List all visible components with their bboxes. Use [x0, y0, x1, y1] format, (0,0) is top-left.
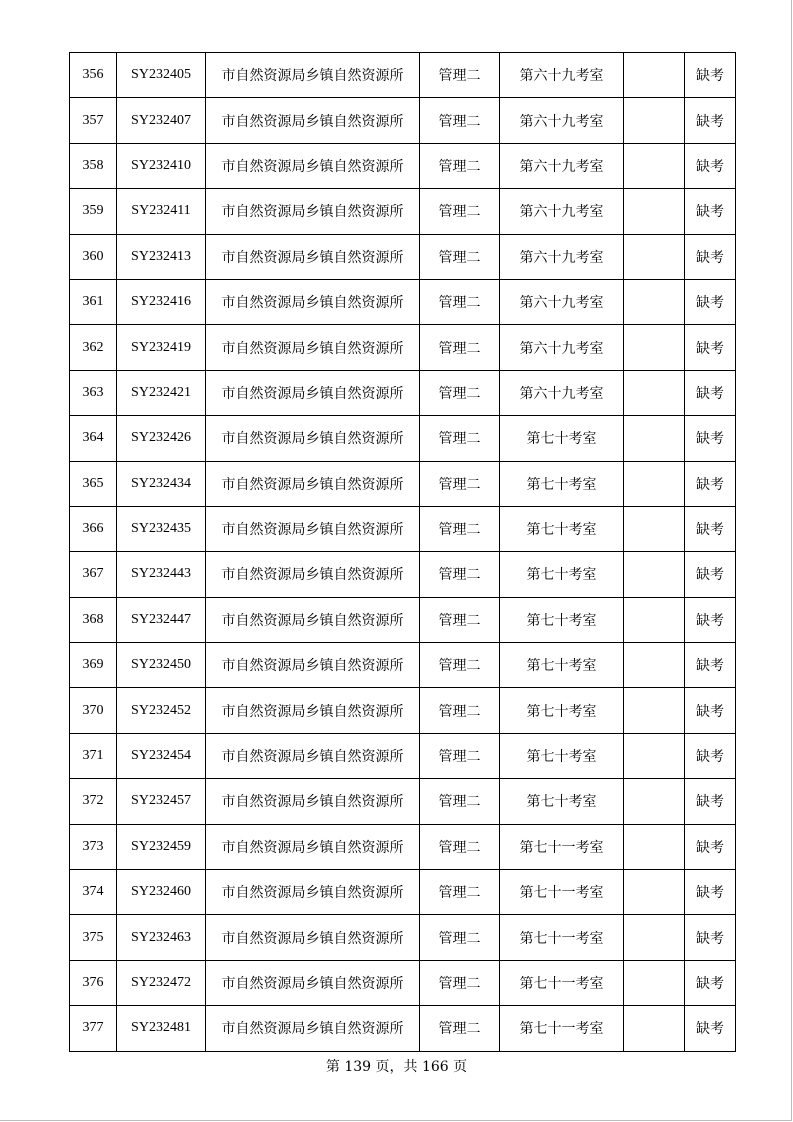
cell-score — [624, 143, 685, 188]
cell-exam-room: 第七十一考室 — [500, 960, 624, 1005]
cell-remark: 缺考 — [685, 915, 736, 960]
cell-exam-room: 第七十考室 — [500, 416, 624, 461]
cell-number: 374 — [70, 870, 117, 915]
cell-score — [624, 98, 685, 143]
cell-candidate-id: SY232452 — [117, 688, 206, 733]
cell-score — [624, 552, 685, 597]
cell-number: 361 — [70, 279, 117, 324]
cell-position: 管理二 — [420, 461, 500, 506]
table-row — [70, 643, 736, 688]
cell-exam-room: 第七十考室 — [500, 506, 624, 551]
page-footer: 第 139 页，共 166 页 — [325, 1059, 468, 1075]
cell-remark: 缺考 — [685, 870, 736, 915]
table-row — [70, 279, 736, 324]
table-row — [70, 461, 736, 506]
table-row — [70, 189, 736, 234]
results-table — [69, 52, 736, 1052]
cell-candidate-id: SY232434 — [117, 461, 206, 506]
cell-exam-room: 第六十九考室 — [500, 53, 624, 98]
cell-unit: 市自然资源局乡镇自然资源所 — [206, 779, 420, 824]
cell-exam-room: 第六十九考室 — [500, 98, 624, 143]
cell-unit: 市自然资源局乡镇自然资源所 — [206, 552, 420, 597]
cell-number: 364 — [70, 416, 117, 461]
table-row — [70, 1006, 736, 1051]
cell-number: 369 — [70, 643, 117, 688]
cell-exam-room: 第七十一考室 — [500, 824, 624, 869]
cell-remark: 缺考 — [685, 53, 736, 98]
cell-candidate-id: SY232411 — [117, 189, 206, 234]
cell-unit: 市自然资源局乡镇自然资源所 — [206, 98, 420, 143]
cell-remark: 缺考 — [685, 98, 736, 143]
cell-position: 管理二 — [420, 370, 500, 415]
cell-number: 356 — [70, 53, 117, 98]
cell-number: 372 — [70, 779, 117, 824]
cell-exam-room: 第七十考室 — [500, 688, 624, 733]
cell-number: 371 — [70, 733, 117, 778]
cell-score — [624, 824, 685, 869]
cell-exam-room: 第七十考室 — [500, 552, 624, 597]
table-row — [70, 416, 736, 461]
cell-candidate-id: SY232405 — [117, 53, 206, 98]
cell-unit: 市自然资源局乡镇自然资源所 — [206, 189, 420, 234]
table-row — [70, 733, 736, 778]
cell-candidate-id: SY232443 — [117, 552, 206, 597]
cell-score — [624, 597, 685, 642]
cell-candidate-id: SY232457 — [117, 779, 206, 824]
cell-exam-room: 第六十九考室 — [500, 234, 624, 279]
table-row — [70, 960, 736, 1005]
cell-position: 管理二 — [420, 960, 500, 1005]
cell-score — [624, 370, 685, 415]
cell-position: 管理二 — [420, 325, 500, 370]
cell-unit: 市自然资源局乡镇自然资源所 — [206, 279, 420, 324]
cell-exam-room: 第七十考室 — [500, 597, 624, 642]
cell-unit: 市自然资源局乡镇自然资源所 — [206, 370, 420, 415]
cell-unit: 市自然资源局乡镇自然资源所 — [206, 234, 420, 279]
cell-candidate-id: SY232407 — [117, 98, 206, 143]
cell-number: 368 — [70, 597, 117, 642]
cell-exam-room: 第七十考室 — [500, 643, 624, 688]
cell-candidate-id: SY232410 — [117, 143, 206, 188]
cell-candidate-id: SY232426 — [117, 416, 206, 461]
cell-remark: 缺考 — [685, 461, 736, 506]
cell-position: 管理二 — [420, 416, 500, 461]
cell-candidate-id: SY232413 — [117, 234, 206, 279]
cell-exam-room: 第七十考室 — [500, 733, 624, 778]
cell-position: 管理二 — [420, 189, 500, 234]
cell-remark: 缺考 — [685, 279, 736, 324]
cell-unit: 市自然资源局乡镇自然资源所 — [206, 53, 420, 98]
cell-unit: 市自然资源局乡镇自然资源所 — [206, 143, 420, 188]
cell-number: 377 — [70, 1006, 117, 1051]
cell-number: 373 — [70, 824, 117, 869]
cell-score — [624, 643, 685, 688]
cell-score — [624, 189, 685, 234]
table-row — [70, 870, 736, 915]
cell-remark: 缺考 — [685, 779, 736, 824]
cell-score — [624, 960, 685, 1005]
cell-number: 375 — [70, 915, 117, 960]
cell-remark: 缺考 — [685, 960, 736, 1005]
cell-remark: 缺考 — [685, 688, 736, 733]
cell-position: 管理二 — [420, 915, 500, 960]
cell-number: 376 — [70, 960, 117, 1005]
cell-number: 358 — [70, 143, 117, 188]
table-row — [70, 143, 736, 188]
cell-unit: 市自然资源局乡镇自然资源所 — [206, 325, 420, 370]
cell-exam-room: 第六十九考室 — [500, 143, 624, 188]
cell-score — [624, 325, 685, 370]
cell-unit: 市自然资源局乡镇自然资源所 — [206, 1006, 420, 1051]
cell-score — [624, 1006, 685, 1051]
cell-score — [624, 279, 685, 324]
cell-remark: 缺考 — [685, 143, 736, 188]
cell-exam-room: 第七十一考室 — [500, 915, 624, 960]
cell-candidate-id: SY232447 — [117, 597, 206, 642]
cell-candidate-id: SY232421 — [117, 370, 206, 415]
cell-exam-room: 第六十九考室 — [500, 189, 624, 234]
cell-unit: 市自然资源局乡镇自然资源所 — [206, 915, 420, 960]
table-row — [70, 506, 736, 551]
cell-position: 管理二 — [420, 643, 500, 688]
cell-position: 管理二 — [420, 824, 500, 869]
cell-exam-room: 第七十考室 — [500, 779, 624, 824]
cell-remark: 缺考 — [685, 325, 736, 370]
cell-unit: 市自然资源局乡镇自然资源所 — [206, 416, 420, 461]
cell-candidate-id: SY232435 — [117, 506, 206, 551]
cell-remark: 缺考 — [685, 552, 736, 597]
cell-remark: 缺考 — [685, 1006, 736, 1051]
table-row — [70, 688, 736, 733]
cell-remark: 缺考 — [685, 506, 736, 551]
cell-candidate-id: SY232463 — [117, 915, 206, 960]
cell-number: 366 — [70, 506, 117, 551]
cell-unit: 市自然资源局乡镇自然资源所 — [206, 870, 420, 915]
cell-score — [624, 506, 685, 551]
cell-remark: 缺考 — [685, 234, 736, 279]
cell-candidate-id: SY232416 — [117, 279, 206, 324]
cell-exam-room: 第七十一考室 — [500, 870, 624, 915]
cell-unit: 市自然资源局乡镇自然资源所 — [206, 506, 420, 551]
cell-number: 370 — [70, 688, 117, 733]
cell-number: 362 — [70, 325, 117, 370]
cell-remark: 缺考 — [685, 189, 736, 234]
table-row — [70, 370, 736, 415]
table-row — [70, 552, 736, 597]
cell-score — [624, 53, 685, 98]
cell-unit: 市自然资源局乡镇自然资源所 — [206, 960, 420, 1005]
cell-position: 管理二 — [420, 779, 500, 824]
cell-unit: 市自然资源局乡镇自然资源所 — [206, 643, 420, 688]
cell-unit: 市自然资源局乡镇自然资源所 — [206, 461, 420, 506]
cell-candidate-id: SY232459 — [117, 824, 206, 869]
cell-position: 管理二 — [420, 688, 500, 733]
cell-number: 367 — [70, 552, 117, 597]
cell-exam-room: 第七十一考室 — [500, 1006, 624, 1051]
cell-position: 管理二 — [420, 733, 500, 778]
cell-number: 360 — [70, 234, 117, 279]
table-row — [70, 779, 736, 824]
cell-position: 管理二 — [420, 597, 500, 642]
table-row — [70, 824, 736, 869]
cell-score — [624, 416, 685, 461]
cell-position: 管理二 — [420, 234, 500, 279]
cell-score — [624, 461, 685, 506]
cell-position: 管理二 — [420, 870, 500, 915]
cell-candidate-id: SY232472 — [117, 960, 206, 1005]
cell-remark: 缺考 — [685, 597, 736, 642]
cell-remark: 缺考 — [685, 416, 736, 461]
cell-remark: 缺考 — [685, 733, 736, 778]
cell-score — [624, 234, 685, 279]
table-body — [70, 53, 736, 1052]
cell-exam-room: 第七十考室 — [500, 461, 624, 506]
cell-candidate-id: SY232481 — [117, 1006, 206, 1051]
cell-unit: 市自然资源局乡镇自然资源所 — [206, 733, 420, 778]
cell-score — [624, 870, 685, 915]
cell-exam-room: 第六十九考室 — [500, 325, 624, 370]
cell-candidate-id: SY232460 — [117, 870, 206, 915]
cell-candidate-id: SY232419 — [117, 325, 206, 370]
cell-score — [624, 733, 685, 778]
table-row — [70, 53, 736, 98]
table-row — [70, 915, 736, 960]
cell-unit: 市自然资源局乡镇自然资源所 — [206, 688, 420, 733]
cell-exam-room: 第六十九考室 — [500, 370, 624, 415]
cell-position: 管理二 — [420, 53, 500, 98]
cell-number: 365 — [70, 461, 117, 506]
cell-score — [624, 688, 685, 733]
cell-position: 管理二 — [420, 1006, 500, 1051]
cell-candidate-id: SY232450 — [117, 643, 206, 688]
cell-position: 管理二 — [420, 143, 500, 188]
cell-score — [624, 779, 685, 824]
cell-unit: 市自然资源局乡镇自然资源所 — [206, 824, 420, 869]
table-row — [70, 234, 736, 279]
cell-number: 363 — [70, 370, 117, 415]
table-row — [70, 597, 736, 642]
table-row — [70, 98, 736, 143]
cell-number: 359 — [70, 189, 117, 234]
cell-position: 管理二 — [420, 552, 500, 597]
cell-position: 管理二 — [420, 279, 500, 324]
cell-number: 357 — [70, 98, 117, 143]
cell-unit: 市自然资源局乡镇自然资源所 — [206, 597, 420, 642]
cell-remark: 缺考 — [685, 824, 736, 869]
cell-candidate-id: SY232454 — [117, 733, 206, 778]
cell-remark: 缺考 — [685, 643, 736, 688]
table-row — [70, 325, 736, 370]
cell-score — [624, 915, 685, 960]
cell-position: 管理二 — [420, 98, 500, 143]
cell-exam-room: 第六十九考室 — [500, 279, 624, 324]
cell-position: 管理二 — [420, 506, 500, 551]
cell-remark: 缺考 — [685, 370, 736, 415]
